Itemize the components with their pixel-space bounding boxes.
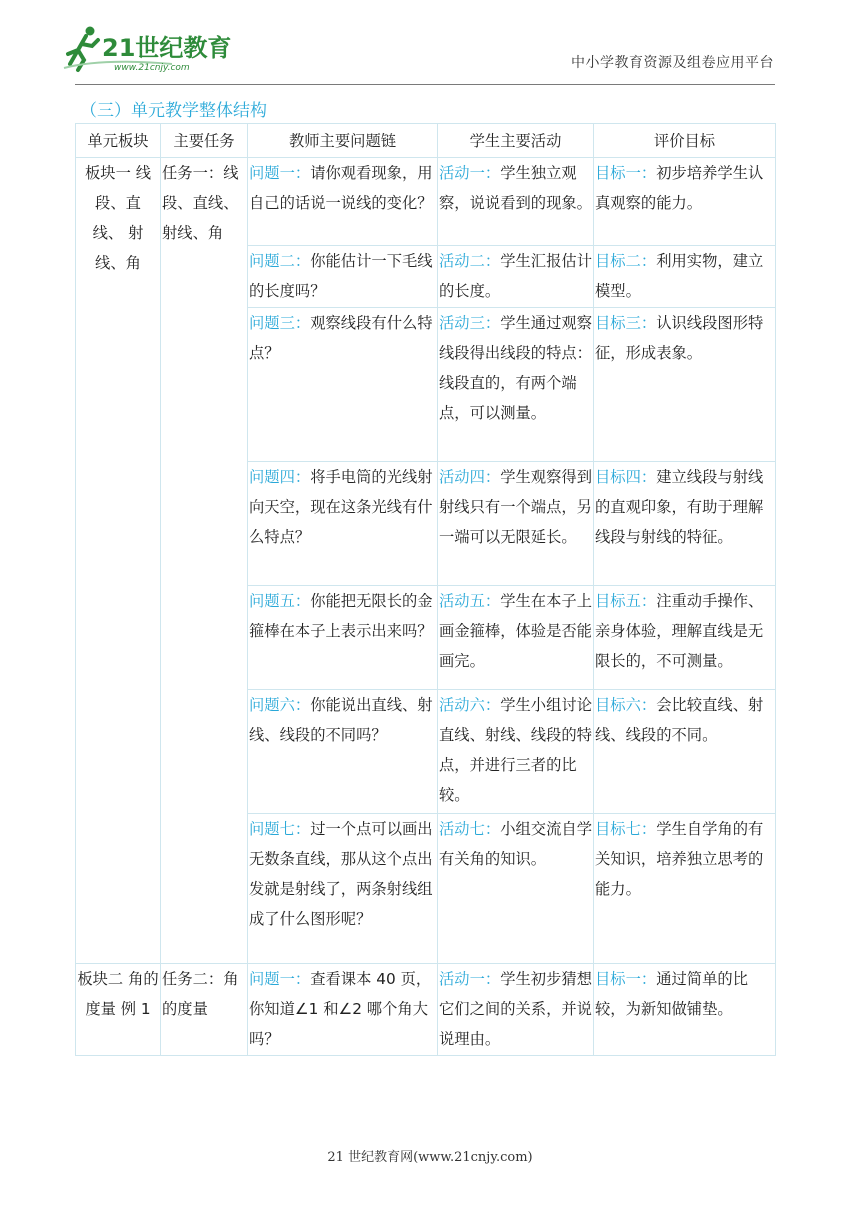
activity-text: 学生独立观察，说说看到的现象。 [439,164,592,212]
header-cell: 主要任务 [161,124,248,158]
activity-label: 活动二： [439,252,501,270]
unit-structure-table [75,123,776,1056]
question-cell [248,690,438,814]
goal-cell [594,462,776,586]
block-name: 板块二 角的度量 例 1 [77,970,159,1018]
activity-label: 活动五： [439,592,501,610]
goal-text: 注重动手操作、亲身体验，理解直线是无限长的，不可测量。 [595,592,764,670]
goal-cell [594,308,776,462]
question-text: 你能把无限长的金箍棒在本子上表示出来吗？ [249,592,433,640]
page-footer: 21 世纪教育网(www.21cnjy.com) [327,1150,533,1165]
goal-label: 目标一： [595,970,657,988]
goal-text: 会比较直线、射线、线段的不同。 [595,696,764,744]
goal-text: 通过简单的比较，为新知做铺垫。 [595,970,748,1018]
goal-cell [594,246,776,308]
goal-label: 目标七： [595,820,657,838]
activity-cell [438,308,594,462]
table-header-row [76,124,776,158]
section-title: （三）单元教学整体结构 [80,101,267,121]
task-name: 任务二：角的度量 [162,970,239,1018]
question-cell [248,308,438,462]
activity-cell [438,690,594,814]
activity-text: 小组交流自学有关角的知识。 [439,820,592,868]
goal-label: 目标五： [595,592,657,610]
goal-text: 建立线段与射线的直观印象，有助于理解线段与射线的特征。 [595,468,764,546]
task-cell [161,964,248,1056]
goal-cell [594,158,776,246]
task-cell [161,158,248,964]
platform-name: 中小学教育资源及组卷应用平台 [571,55,774,71]
question-label: 问题七： [249,820,311,838]
activity-label: 活动三： [439,314,501,332]
question-cell [248,814,438,964]
goal-cell [594,586,776,690]
goal-cell [594,690,776,814]
question-text: 你能说出直线、射线、线段的不同吗？ [249,696,433,744]
activity-text: 学生通过观察线段得出线段的特点：线段直的，有两个端点，可以测量。 [439,314,592,422]
question-text: 过一个点可以画出无数条直线，那从这个点出发就是射线了，两条射线组成了什么图形呢？ [249,820,433,928]
activity-cell [438,246,594,308]
logo-text: 21世纪教育 [102,34,232,62]
logo-icon [62,24,232,74]
block-cell [76,158,161,964]
activity-label: 活动四： [439,468,501,486]
goal-text: 学生自学角的有关知识，培养独立思考的能力。 [595,820,764,898]
activity-cell [438,586,594,690]
activity-text: 学生小组讨论直线、射线、线段的特点，并进行三者的比较。 [439,696,592,804]
goal-cell [594,814,776,964]
block-cell [76,964,161,1056]
header-divider [75,84,775,85]
question-text: 请你观看现象，用自己的话说一说线的变化？ [249,164,433,212]
activity-label: 活动一： [439,164,501,182]
goal-label: 目标二： [595,252,657,270]
table-row [76,964,776,1056]
task-name: 任务一：线段、直线、射线、角 [162,164,239,242]
activity-text: 学生观察得到射线只有一个端点，另一端可以无限延长。 [439,468,592,546]
question-label: 问题四： [249,468,311,486]
activity-cell [438,814,594,964]
activity-cell [438,964,594,1056]
activity-label: 活动六： [439,696,501,714]
activity-label: 活动七： [439,820,501,838]
header-cell: 学生主要活动 [438,124,594,158]
header-cell: 单元板块 [76,124,161,158]
question-label: 问题二： [249,252,311,270]
logo-url: www.21cnjy.com [114,63,190,73]
activity-label: 活动一： [439,970,501,988]
goal-text: 利用实物，建立模型。 [595,252,764,300]
goal-label: 目标四： [595,468,657,486]
question-cell [248,964,438,1056]
header-cell: 评价目标 [594,124,776,158]
activity-cell [438,462,594,586]
goal-text: 认识线段图形特征，形成表象。 [595,314,764,362]
question-label: 问题一： [249,164,311,182]
activity-text: 学生初步猜想它们之间的关系，并说说理由。 [439,970,592,1048]
question-cell [248,586,438,690]
page-header [0,0,860,86]
question-text: 查看课本 40 页，你知道∠1 和∠2 哪个角大吗？ [249,970,432,1048]
block-name: 板块一 线段、直线、 射线、角 [84,164,152,272]
question-text: 将手电筒的光线射向天空，现在这条光线有什么特点？ [249,468,433,546]
goal-label: 目标六： [595,696,657,714]
table-row [76,158,776,246]
activity-cell [438,158,594,246]
activity-text: 学生汇报估计的长度。 [439,252,592,300]
question-cell [248,462,438,586]
question-text: 观察线段有什么特点？ [249,314,433,362]
goal-label: 目标一： [595,164,657,182]
question-label: 问题三： [249,314,311,332]
question-cell [248,158,438,246]
goal-cell [594,964,776,1056]
question-cell [248,246,438,308]
header-cell: 教师主要问题链 [248,124,438,158]
question-label: 问题六： [249,696,311,714]
goal-label: 目标三： [595,314,657,332]
question-text: 你能估计一下毛线的长度吗？ [249,252,433,300]
activity-text: 学生在本子上画金箍棒，体验是否能画完。 [439,592,592,670]
question-label: 问题五： [249,592,311,610]
question-label: 问题一： [249,970,311,988]
goal-text: 初步培养学生认真观察的能力。 [595,164,764,212]
